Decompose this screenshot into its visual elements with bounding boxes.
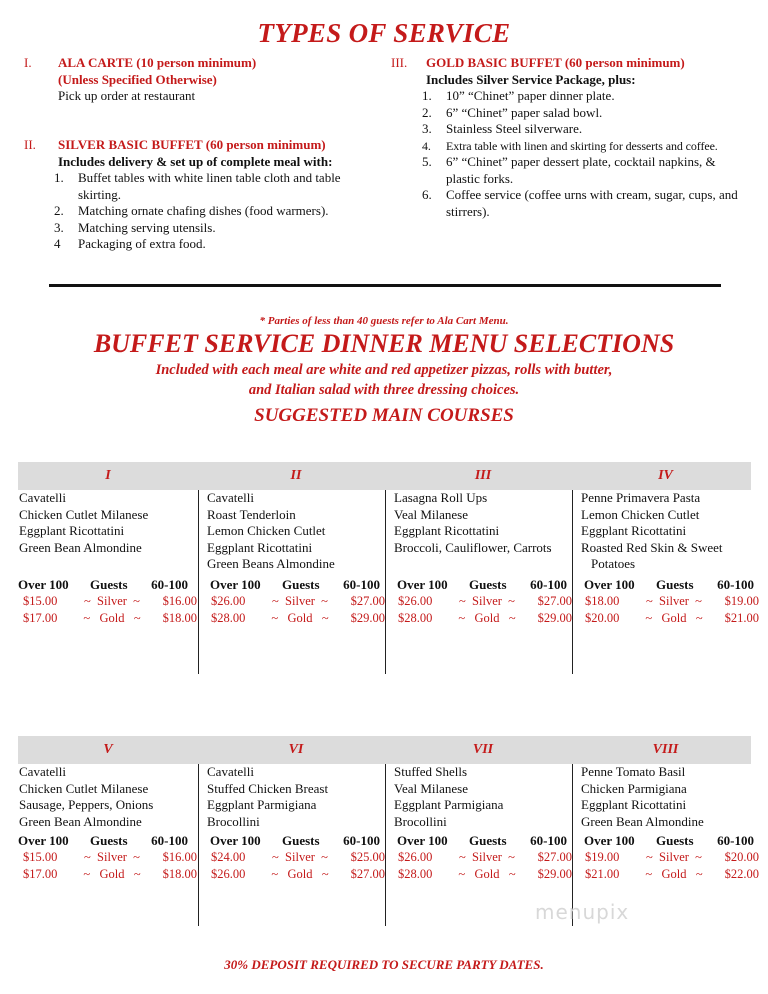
- list-item: Potatoes: [591, 556, 636, 571]
- small-party-note: * Parties of less than 40 guests refer to Ala Cart Menu.: [259, 315, 509, 327]
- price-header-guests: Guests: [656, 833, 694, 848]
- course-items: [206, 490, 386, 572]
- gold-label: ~ Gold ~: [645, 610, 703, 625]
- course-items: [580, 490, 751, 572]
- list-item: 4 Packaging of extra food.: [54, 236, 206, 251]
- list-item: Brocollini: [207, 813, 260, 829]
- list-item: Eggplant Parmigiana: [394, 797, 504, 812]
- list-item: Roast Tenderloin: [207, 506, 296, 522]
- course-column: [393, 462, 573, 626]
- course-number: II: [290, 468, 302, 483]
- price-header: [393, 833, 573, 849]
- silver-label: ~ Silver ~: [272, 594, 328, 608]
- price-header-range: 60-100: [717, 577, 754, 592]
- silver-over: $24.00: [211, 850, 246, 864]
- list-item: Green Bean Almondine: [581, 813, 704, 829]
- list-item: Lasagna Roll Ups: [394, 490, 488, 505]
- silver-range: $16.00: [162, 850, 197, 864]
- silver-label: ~ Silver ~: [84, 850, 140, 864]
- course-number: I: [105, 468, 111, 483]
- course-items: [393, 490, 573, 572]
- column-divider: [198, 490, 199, 674]
- list-item: Eggplant Ricottatini: [581, 523, 687, 538]
- list-item: Eggplant Ricottatini: [207, 539, 313, 555]
- service-heading: GOLD BASIC BUFFET (60 person minimum): [426, 55, 685, 70]
- list-item: Cavatelli: [207, 764, 254, 779]
- course-column: [580, 462, 759, 626]
- price-header-range: 60-100: [343, 833, 380, 848]
- gold-range: $29.00: [537, 610, 572, 625]
- list-item: Brocollini: [394, 813, 447, 829]
- list-item: 4. Extra table with linen and skirting for desserts and coffee.: [422, 138, 718, 153]
- price-header-range: 60-100: [151, 833, 188, 848]
- price-header: [18, 577, 198, 593]
- silver-range: $27.00: [537, 594, 572, 608]
- column-divider: [385, 764, 386, 926]
- gold-label: ~ Gold ~: [645, 866, 703, 881]
- course-number: III: [474, 468, 492, 483]
- price-header-range: 60-100: [343, 577, 380, 592]
- gold-over: $28.00: [398, 610, 433, 625]
- list-item: Green Bean Almondine: [19, 539, 142, 555]
- list-item: Lemon Chicken Cutlet: [207, 523, 326, 538]
- gold-price-row: [580, 866, 759, 883]
- silver-over: $15.00: [23, 594, 58, 608]
- silver-over: $18.00: [585, 594, 620, 608]
- service-includes: Includes delivery & set up of complete meal with:: [58, 153, 333, 169]
- gold-price-row: [18, 610, 198, 627]
- list-item: Chicken Cutlet Milanese: [19, 780, 149, 796]
- service-subheading: (Unless Specified Otherwise): [58, 71, 217, 87]
- service-roman: II.: [24, 137, 36, 152]
- silver-over: $26.00: [211, 594, 246, 608]
- price-header-over: Over 100: [397, 833, 448, 848]
- silver-over: $19.00: [585, 850, 620, 864]
- course-column: [206, 462, 386, 626]
- list-item: Stuffed Chicken Breast: [207, 780, 329, 796]
- course-items: [206, 764, 386, 828]
- course-number: V: [103, 742, 113, 757]
- service-text: Pick up order at restaurant: [58, 88, 196, 103]
- silver-price-row: [206, 593, 386, 610]
- silver-label: ~ Silver ~: [272, 850, 328, 864]
- price-header-guests: Guests: [656, 577, 694, 592]
- gold-range: $18.00: [162, 610, 197, 625]
- column-divider: [385, 490, 386, 674]
- price-header-range: 60-100: [717, 833, 754, 848]
- course-column: [18, 462, 198, 626]
- list-item: Chicken Parmigiana: [581, 780, 687, 796]
- list-item: 1. Buffet tables with white linen table cloth and table skirting.: [54, 170, 341, 202]
- service-heading: SILVER BASIC BUFFET (60 person minimum): [58, 137, 326, 152]
- silver-price-row: [206, 849, 386, 866]
- gold-label: ~ Gold ~: [458, 866, 516, 881]
- buffet-menu-title: BUFFET SERVICE DINNER MENU SELECTIONS: [93, 329, 675, 358]
- price-header: [580, 833, 754, 849]
- price-header-over: Over 100: [18, 577, 69, 592]
- price-header-guests: Guests: [282, 833, 320, 848]
- gold-price-row: [393, 866, 573, 883]
- gold-price-row: [580, 610, 759, 627]
- list-item: Eggplant Ricottatini: [394, 523, 500, 538]
- list-item: 2. Matching ornate chafing dishes (food warmers).: [54, 203, 329, 218]
- gold-over: $17.00: [23, 610, 58, 625]
- silver-price-row: [393, 849, 573, 866]
- silver-over: $26.00: [398, 850, 433, 864]
- course-number: VI: [288, 742, 304, 757]
- gold-price-row: [206, 610, 386, 627]
- silver-price-row: [18, 849, 198, 866]
- silver-range: $20.00: [724, 850, 759, 864]
- course-number: VII: [472, 742, 494, 757]
- list-item: Green Bean Almondine: [19, 813, 142, 829]
- types-of-service-title: TYPES OF SERVICE: [257, 18, 511, 48]
- price-header: [393, 577, 573, 593]
- list-item: Cavatelli: [207, 490, 254, 505]
- silver-label: ~ Silver ~: [459, 850, 515, 864]
- silver-range: $25.00: [350, 850, 385, 864]
- price-header-over: Over 100: [210, 577, 261, 592]
- gold-range: $29.00: [350, 610, 385, 625]
- list-item: Cavatelli: [19, 764, 66, 779]
- price-header-over: Over 100: [397, 577, 448, 592]
- list-item: Penne Primavera Pasta: [581, 490, 701, 505]
- service-roman: III.: [391, 55, 408, 70]
- price-header-guests: Guests: [469, 833, 507, 848]
- gold-over: $28.00: [211, 610, 246, 625]
- gold-label: ~ Gold ~: [83, 610, 141, 625]
- silver-label: ~ Silver ~: [646, 850, 702, 864]
- list-item: Veal Milanese: [394, 780, 469, 796]
- silver-range: $27.00: [350, 594, 385, 608]
- list-item: Eggplant Parmigiana: [207, 797, 317, 812]
- gold-range: $22.00: [724, 866, 759, 881]
- section-divider: [49, 284, 721, 287]
- column-divider: [572, 490, 573, 674]
- list-item: 2. 6” “Chinet” paper salad bowl.: [422, 104, 603, 120]
- gold-label: ~ Gold ~: [83, 866, 141, 881]
- silver-over: $15.00: [23, 850, 58, 864]
- price-header-range: 60-100: [530, 577, 567, 592]
- list-item: 3. Matching serving utensils.: [54, 219, 216, 235]
- gold-range: $18.00: [162, 866, 197, 881]
- silver-price-row: [580, 593, 759, 610]
- list-item: 3. Stainless Steel silverware.: [422, 121, 583, 136]
- gold-price-row: [393, 610, 573, 627]
- price-header: [580, 577, 754, 593]
- gold-range: $21.00: [724, 610, 759, 625]
- course-items: [393, 764, 573, 828]
- gold-over: $21.00: [585, 866, 620, 881]
- price-header: [206, 577, 386, 593]
- price-header-range: 60-100: [151, 577, 188, 592]
- watermark-logo: menupix: [535, 900, 630, 924]
- silver-label: ~ Silver ~: [459, 594, 515, 608]
- list-item: Veal Milanese: [394, 506, 469, 522]
- list-item: 5. 6” “Chinet” paper dessert plate, cocktail napkins, & plastic forks.: [422, 154, 716, 186]
- list-item: Cavatelli: [19, 490, 66, 505]
- gold-over: $17.00: [23, 866, 58, 881]
- course-column: [18, 736, 198, 882]
- service-gold-buffet: [391, 55, 751, 220]
- list-item: Eggplant Ricottatini: [19, 523, 125, 538]
- silver-price-row: [18, 593, 198, 610]
- price-header-range: 60-100: [530, 833, 567, 848]
- price-header-over: Over 100: [584, 577, 635, 592]
- silver-range: $16.00: [162, 594, 197, 608]
- course-column: [580, 736, 759, 882]
- gold-price-row: [206, 866, 386, 883]
- price-header-over: Over 100: [18, 833, 69, 848]
- service-includes: Includes Silver Service Package, plus:: [426, 71, 636, 87]
- list-item: Sausage, Peppers, Onions: [19, 797, 154, 812]
- gold-over: $20.00: [585, 610, 620, 625]
- price-header-over: Over 100: [584, 833, 635, 848]
- silver-price-row: [580, 849, 759, 866]
- service-heading: ALA CARTE (10 person minimum): [58, 55, 257, 70]
- course-column: [393, 736, 573, 882]
- silver-range: $27.00: [537, 850, 572, 864]
- price-header-guests: Guests: [282, 577, 320, 592]
- price-header-guests: Guests: [469, 577, 507, 592]
- price-header: [206, 833, 386, 849]
- course-column: [206, 736, 386, 882]
- list-item: Penne Tomato Basil: [581, 764, 686, 779]
- silver-range: $19.00: [724, 594, 759, 608]
- gold-label: ~ Gold ~: [271, 866, 329, 881]
- service-ala-carte: [24, 55, 364, 105]
- list-item: 6. Coffee service (coffee urns with cream, sugar, cups, and stirrers).: [422, 187, 738, 219]
- column-divider: [198, 764, 199, 926]
- main-courses-subtitle: SUGGESTED MAIN COURSES: [254, 405, 514, 426]
- gold-over: $28.00: [398, 866, 433, 881]
- course-items: [18, 490, 198, 572]
- gold-price-row: [18, 866, 198, 883]
- service-roman: I.: [24, 55, 32, 70]
- price-header-over: Over 100: [210, 833, 261, 848]
- included-text: Included with each meal are white and red appetizer pizzas, rolls with butter, and Italian salad with three dressing choices.: [155, 362, 613, 398]
- list-item: Broccoli, Cauliflower, Carrots: [394, 539, 552, 555]
- silver-label: ~ Silver ~: [84, 594, 140, 608]
- price-header-guests: Guests: [90, 833, 128, 848]
- silver-over: $26.00: [398, 594, 433, 608]
- course-number: VIII: [652, 742, 679, 757]
- gold-range: $27.00: [350, 866, 385, 881]
- gold-label: ~ Gold ~: [458, 610, 516, 625]
- list-item: Green Beans Almondine: [207, 556, 335, 571]
- courses-grid-bottom: [18, 736, 759, 926]
- list-item: Eggplant Ricottatini: [581, 797, 687, 812]
- deposit-note: 30% DEPOSIT REQUIRED TO SECURE PARTY DATES.: [224, 957, 544, 972]
- silver-price-row: [393, 593, 573, 610]
- gold-label: ~ Gold ~: [271, 610, 329, 625]
- gold-range: $29.00: [537, 866, 572, 881]
- list-item: Chicken Cutlet Milanese: [19, 506, 149, 522]
- courses-grid-top: [18, 462, 759, 674]
- list-item: 1. 10” “Chinet” paper dinner plate.: [422, 88, 615, 103]
- price-header: [18, 833, 198, 849]
- gold-over: $26.00: [211, 866, 246, 881]
- course-items: [18, 764, 198, 828]
- course-number: IV: [658, 468, 673, 483]
- list-item: Lemon Chicken Cutlet: [581, 506, 700, 522]
- price-header-guests: Guests: [90, 577, 128, 592]
- course-items: [580, 764, 751, 828]
- list-item: Stuffed Shells: [394, 764, 468, 779]
- silver-label: ~ Silver ~: [646, 594, 702, 608]
- list-item: Roasted Red Skin & Sweet: [581, 539, 723, 555]
- service-silver-buffet: [24, 137, 369, 253]
